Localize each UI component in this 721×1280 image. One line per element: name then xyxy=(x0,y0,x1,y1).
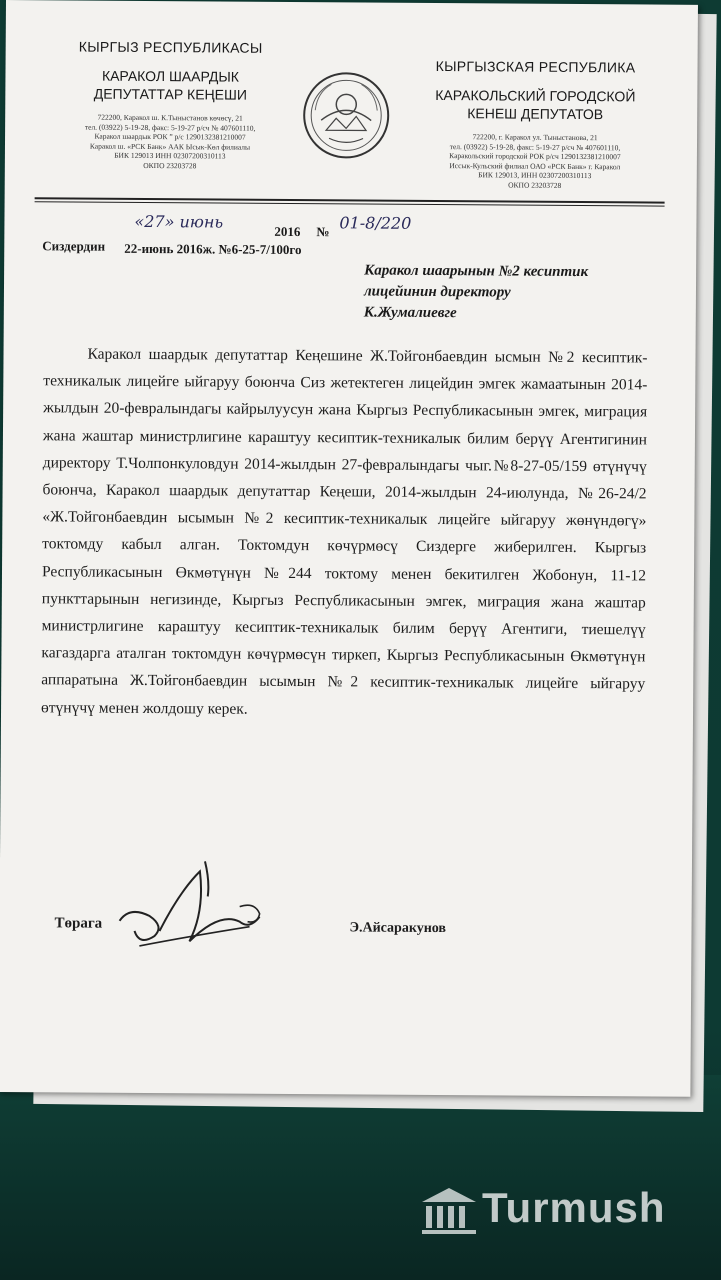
header-russian xyxy=(410,58,661,191)
header-left-council-line2: ДЕПУТАТТАР КЕҢЕШИ xyxy=(93,85,247,103)
handwritten-signature xyxy=(109,851,300,972)
outgoing-year: 2016 xyxy=(274,223,301,240)
header-left-country: КЫРГЫЗ РЕСПУБЛИКАСЫ xyxy=(78,38,263,56)
header-right-council-line1: КАРАКОЛЬСКИЙ ГОРОДСКОЙ xyxy=(435,86,636,105)
signatory-title: Төрага xyxy=(54,915,103,932)
header-left-council xyxy=(45,66,295,104)
outgoing-date-handwritten: «27» июнь xyxy=(134,211,224,232)
turmush-watermark xyxy=(420,1180,700,1240)
header-right-council xyxy=(410,86,660,124)
incoming-prefix: Сиздердин xyxy=(42,238,106,254)
header-left-council-line1: КАРАКОЛ ШААРДЫК xyxy=(101,67,240,85)
signatory-name: Э.Айсаракунов xyxy=(349,920,447,937)
letter-body: Каракол шаардык депутаттар Кеңешине Ж.Тойгонбаевдин ысмын №2 кесиптик-техникалык лицейге ыйгаруу боюнча Сиз жетектеген лицейдин эмгек жамаатынын 2014-жылдын 20-февралындагы кайрылуусун жана Кыргыз Республикасынын эмгек, миграция жана жаштар министрлигине караштуу кесиптик-техникалык билим берүү Агентигинин директору Т.Чолпонкуловдун 2014-жылдын 27-февралындагы чыг.№8-27-05/159 өтүнүчү боюнча, Каракол шаардык депутаттар Кеңеши, 2014-жылдын 24-июлунда, №26-24/2 «Ж.Тойгонбаевдин ысымын №2 кесиптик-техникалык лицейге ыйгаруу жөнүндөгү» токтомду кабыл алган. Токтомдун көчүрмөсү Сиздерге жиберилген. Кыргыз Республикасынын Өкмөтүнүн №244 токтому менен бекитилген Жобонун, 11-12 пункттарынын негизинде, Кыргыз Республикасынын эмгек, миграция жана жаштар министрлигине караштуу кесиптик-техникалык билим берүү Агентиги, тиешелүү кагаздарга аталган токтомдун көчүрмөсүн тиркеп, Кыргыз Республикасынын Өкмөтүнүн аппаратына Ж.Тойгонбаевдин ысымын №2 кесиптик-техникалык лицейге ыйгаруу өтүнүчү менен жолдошу керек. xyxy=(41,345,648,718)
building-logo-icon xyxy=(420,1186,478,1236)
outgoing-no-label: № xyxy=(316,224,330,240)
header-kyrgyz xyxy=(45,38,296,171)
header-right-council-line2: КЕНЕШ ДЕПУТАТОВ xyxy=(467,105,604,123)
incoming-reference: 22-июнь 2016ж. №6-25-7/100го xyxy=(124,240,302,258)
addressee-block: Каракол шаарынын №2 кесиптик лицейинин директору К.Жумалиевге xyxy=(363,262,589,322)
header-right-country: КЫРГЫЗСКАЯ РЕСПУБЛИКА xyxy=(435,58,636,76)
header-right-address: 722200, г. Каракол ул. Тыныстанова, 21 тел. (03922) 5-19-28, факс: 5-19-27 р/сч № 407601110, Каракольский городской РОК р/сч 1290132381210007 Иссык-Кульский филиал ОАО «РСК Банк» г. Каракол БИК 129013, ИНН 02307200310113 ОКПО 23203728 xyxy=(449,132,621,190)
outgoing-number-handwritten: 01-8/220 xyxy=(339,213,412,233)
header-left-address: 722200, Каракол ш. К.Тыныстанов көчөсү, 21 тел. (03922) 5-19-28, факс: 5-19-27 р/сч № 407601110, Каракол шаардык РОК ” р/с 1290132381210007 Каракол ш. «РСК Банк» ААК Ысык-Көл филиалы БИК 129013 ИНН 02307200310113 ОКПО 23203728 xyxy=(84,112,256,170)
state-emblem-icon xyxy=(301,70,392,161)
watermark-text: Turmush xyxy=(482,1184,666,1231)
